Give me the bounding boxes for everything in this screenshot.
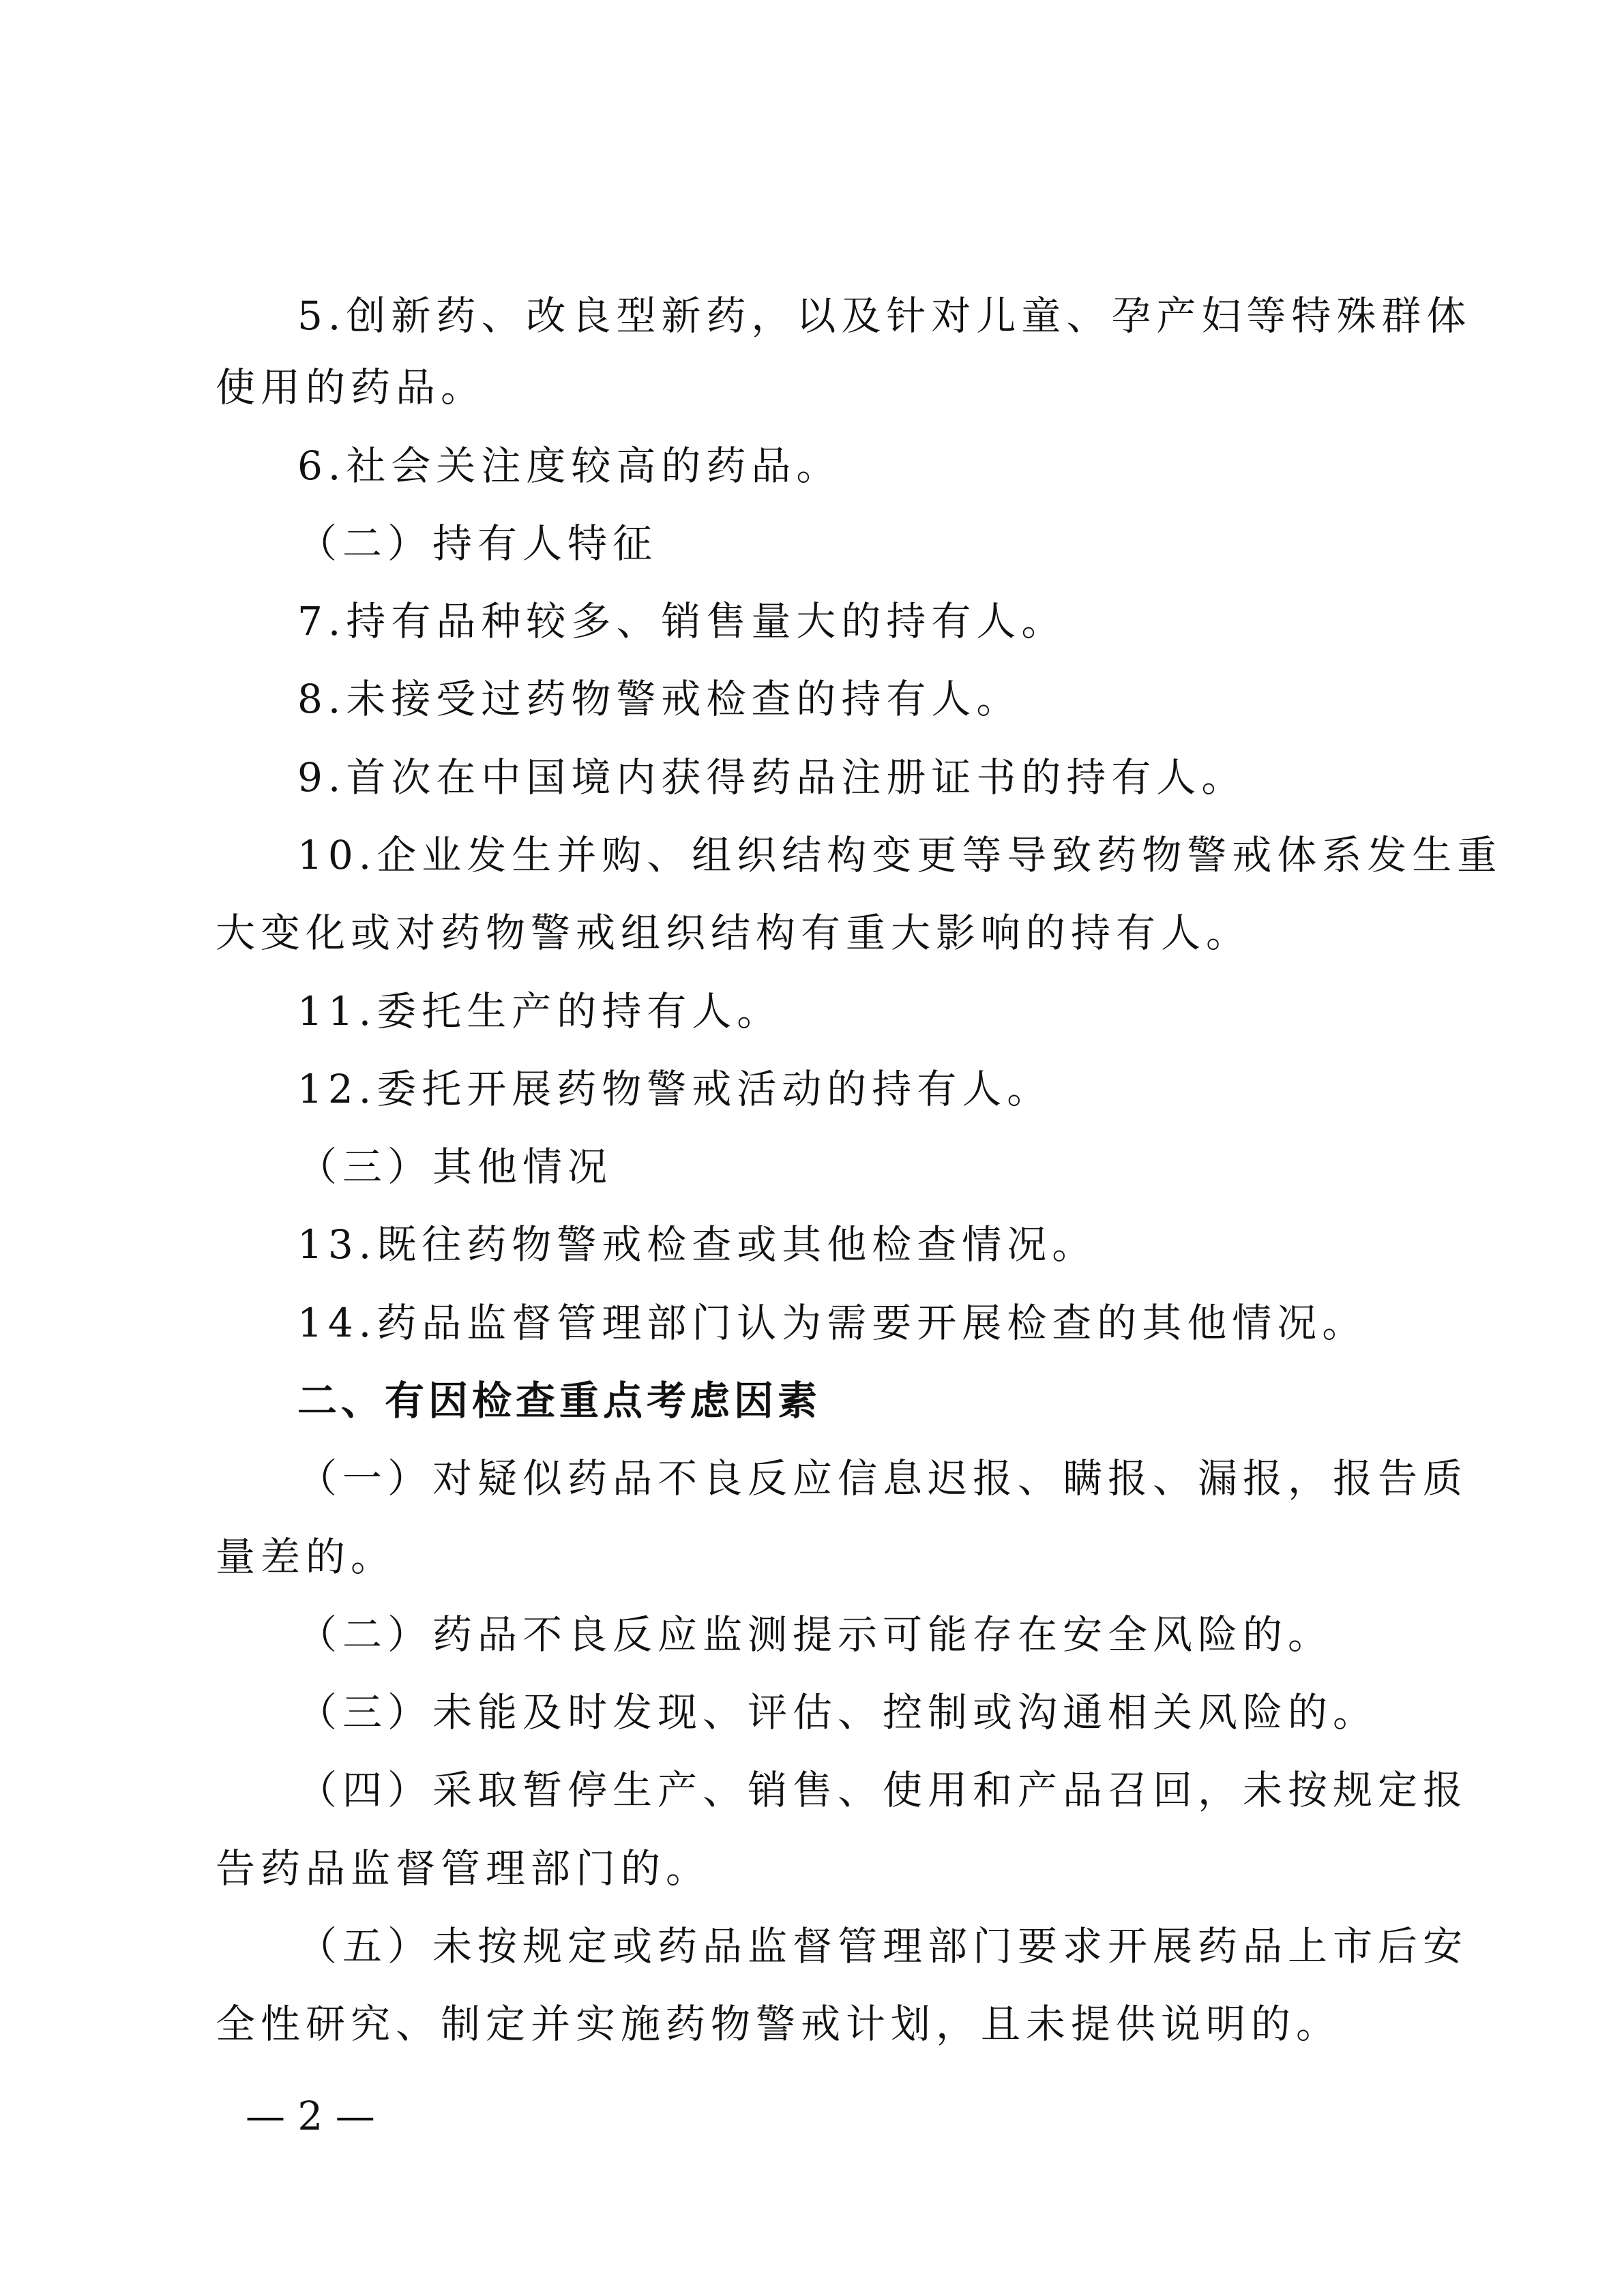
paragraph-line: 6.社会关注度较高的药品。 bbox=[297, 443, 842, 489]
paragraph-line: 10.企业发生并购、组织结构变更等导致药物警戒体系发生重 bbox=[297, 832, 1503, 878]
paragraph-line: 13.既往药物警戒检查或其他检查情况。 bbox=[297, 1221, 1097, 1268]
paragraph-line: （五）未按规定或药品监督管理部门要求开展药品上市后安 bbox=[297, 1923, 1468, 1969]
paragraph-line: （三）未能及时发现、评估、控制或沟通相关风险的。 bbox=[297, 1689, 1378, 1735]
page-number: — 2 — bbox=[246, 2093, 375, 2139]
paragraph-line: 14.药品监督管理部门认为需要开展检查的其他情况。 bbox=[297, 1300, 1368, 1346]
paragraph-line: （四）采取暂停生产、销售、使用和产品召回，未按规定报 bbox=[297, 1767, 1468, 1813]
paragraph-line: 7.持有品种较多、销售量大的持有人。 bbox=[297, 598, 1067, 644]
paragraph-line: （二）药品不良反应监测提示可能存在安全风险的。 bbox=[297, 1611, 1333, 1658]
paragraph-line: （一）对疑似药品不良反应信息迟报、瞒报、漏报，报告质 bbox=[297, 1455, 1468, 1502]
paragraph-line: 9.首次在中国境内获得药品注册证书的持有人。 bbox=[297, 754, 1247, 801]
paragraph-line: 大变化或对药物警戒组织结构有重大影响的持有人。 bbox=[216, 910, 1252, 956]
paragraph-line: 量差的。 bbox=[216, 1534, 396, 1580]
paragraph-line: 8.未接受过药物警戒检查的持有人。 bbox=[297, 676, 1022, 722]
subheading: （二）持有人特征 bbox=[297, 520, 658, 567]
paragraph-line: 告药品监督管理部门的。 bbox=[216, 1845, 711, 1892]
paragraph-line: 5.创新药、改良型新药，以及针对儿童、孕产妇等特殊群体 bbox=[297, 293, 1472, 339]
paragraph-line: 11.委托生产的持有人。 bbox=[297, 988, 782, 1034]
paragraph-line: 全性研究、制定并实施药物警戒计划，且未提供说明的。 bbox=[216, 2001, 1342, 2047]
paragraph-line: 使用的药品。 bbox=[216, 364, 486, 411]
paragraph-line: 12.委托开展药物警戒活动的持有人。 bbox=[297, 1066, 1052, 1112]
section-heading: 二、有因检查重点考虑因素 bbox=[297, 1377, 822, 1424]
subheading: （三）其他情况 bbox=[297, 1144, 613, 1190]
